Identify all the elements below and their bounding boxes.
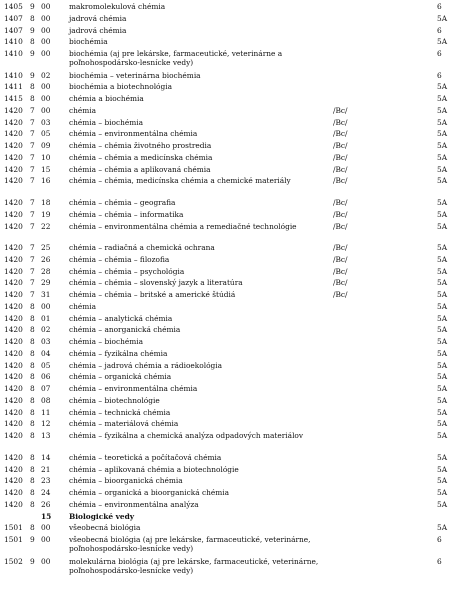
group-cell: 5A bbox=[437, 407, 448, 417]
description-cell: chémia – organická a bioorganická chémia bbox=[69, 488, 230, 498]
code-cell: 1420 bbox=[4, 360, 23, 370]
group-cell: 5A bbox=[437, 360, 448, 370]
description-cell: chémia – fyzikálna chémia bbox=[69, 348, 168, 358]
code-cell: 1420 bbox=[4, 198, 23, 208]
description-cell: chémia – environmentálna analýza bbox=[69, 499, 199, 509]
description-cell: chémia – technická chémia bbox=[69, 407, 171, 417]
level-cell: 9 bbox=[30, 25, 35, 35]
code-cell: 1502 bbox=[4, 556, 23, 566]
subcode-cell: 08 bbox=[41, 395, 51, 405]
description-cell: všeobecná biológia (aj pre lekárske, farmaceutické, veterinárne, poľnohospodársko-lesnícke vedy) bbox=[69, 535, 311, 554]
code-cell: 1420 bbox=[4, 384, 23, 394]
description-cell: biochémia (aj pre lekárske, farmaceutické, veterinárne a poľnohospodársko-lesnícke vedy) bbox=[69, 49, 283, 67]
table-row bbox=[0, 372, 458, 384]
description-cell: chémia – anorganická chémia bbox=[69, 325, 181, 335]
description-cell: chémia – chémia – psychológia bbox=[69, 266, 185, 276]
description-cell: chémia – materiálová chémia bbox=[69, 419, 179, 429]
degree-note-cell: /Bc/ bbox=[333, 243, 348, 253]
subcode-cell: 11 bbox=[41, 407, 51, 417]
level-cell: 7 bbox=[30, 117, 35, 127]
table-row bbox=[0, 523, 458, 535]
description-cell: chémia a biochémia bbox=[69, 94, 144, 104]
group-cell: 5A bbox=[437, 523, 448, 533]
table-row bbox=[0, 419, 458, 431]
code-cell: 1410 bbox=[4, 49, 23, 58]
degree-note-cell: /Bc/ bbox=[333, 209, 348, 219]
table-row bbox=[0, 222, 458, 244]
code-cell: 1420 bbox=[4, 221, 23, 231]
code-table bbox=[0, 2, 458, 578]
level-cell: 8 bbox=[30, 431, 35, 441]
level-cell: 8 bbox=[30, 419, 35, 429]
table-row bbox=[0, 314, 458, 326]
group-cell: 5A bbox=[437, 221, 448, 231]
code-cell: 1407 bbox=[4, 13, 23, 23]
description-cell: chémia – chémia – slovenský jazyk a literatúra bbox=[69, 278, 243, 288]
degree-note-cell: /Bc/ bbox=[333, 164, 348, 174]
group-cell: 5A bbox=[437, 278, 448, 288]
description-cell: chémia – chémia a medicínska chémia bbox=[69, 152, 213, 162]
table-row bbox=[0, 325, 458, 337]
subcode-cell: 19 bbox=[41, 209, 51, 219]
level-cell: 7 bbox=[30, 105, 35, 115]
description-cell: chémia – chémia životného prostredia bbox=[69, 141, 212, 151]
description-cell: chémia – biochémia bbox=[69, 337, 144, 347]
code-cell: 1420 bbox=[4, 464, 23, 474]
group-cell: 5A bbox=[437, 372, 448, 382]
code-cell: 1420 bbox=[4, 407, 23, 417]
code-cell: 1407 bbox=[4, 25, 23, 35]
description-cell: chémia bbox=[69, 301, 97, 311]
table-row bbox=[0, 255, 458, 267]
subcode-cell: 14 bbox=[41, 452, 51, 462]
description-cell: chémia – chémia – geografia bbox=[69, 198, 176, 208]
table-row bbox=[0, 557, 458, 579]
description-cell: chémia – aplikovaná chémia a biotechnológie bbox=[69, 464, 239, 474]
code-cell: 1410 bbox=[4, 70, 23, 80]
level-cell: 8 bbox=[30, 37, 35, 47]
degree-note-cell: /Bc/ bbox=[333, 117, 348, 127]
level-cell: 8 bbox=[30, 488, 35, 498]
subcode-cell: 04 bbox=[41, 348, 51, 358]
code-cell: 1420 bbox=[4, 266, 23, 276]
description-cell: biochémia – veterinárna biochémia bbox=[69, 70, 201, 80]
description-cell: molekulárna biológia (aj pre lekárske, farmaceutické, veterinárne, poľnohospodársko-lesnícke vedy) bbox=[69, 556, 319, 575]
description-cell: chémia – biochémia bbox=[69, 117, 144, 127]
table-row bbox=[0, 14, 458, 26]
degree-note-cell: /Bc/ bbox=[333, 152, 348, 162]
table-row bbox=[0, 396, 458, 408]
description-cell: makromolekulová chémia bbox=[69, 2, 166, 11]
description-cell: chémia – fyzikálna a chemická analýza odpadových materiálov bbox=[69, 431, 304, 441]
subcode-cell: 01 bbox=[41, 313, 51, 323]
level-cell: 8 bbox=[30, 372, 35, 382]
level-cell: 9 bbox=[30, 70, 35, 80]
group-cell: 5A bbox=[437, 290, 448, 300]
group-cell: 5A bbox=[437, 476, 448, 486]
code-cell: 1420 bbox=[4, 254, 23, 264]
group-cell: 5A bbox=[437, 488, 448, 498]
code-cell: 1420 bbox=[4, 313, 23, 323]
level-cell: 7 bbox=[30, 254, 35, 264]
subcode-cell: 13 bbox=[41, 431, 51, 441]
code-cell: 1410 bbox=[4, 37, 23, 47]
code-cell: 1420 bbox=[4, 141, 23, 151]
subcode-cell: 15 bbox=[41, 164, 51, 174]
subcode-cell: 26 bbox=[41, 254, 51, 264]
group-cell: 5A bbox=[437, 313, 448, 323]
group-cell: 5A bbox=[437, 129, 448, 139]
table-row bbox=[0, 243, 458, 255]
description-cell: biochémia bbox=[69, 37, 108, 47]
group-cell: 5A bbox=[437, 105, 448, 115]
group-cell: 5A bbox=[437, 37, 448, 47]
code-cell: 1420 bbox=[4, 278, 23, 288]
table-row bbox=[0, 71, 458, 83]
code-cell: 1420 bbox=[4, 499, 23, 509]
table-row bbox=[0, 165, 458, 177]
subcode-cell: 09 bbox=[41, 141, 51, 151]
subcode-cell: 05 bbox=[41, 129, 51, 139]
subcode-cell: 00 bbox=[41, 105, 51, 115]
subcode-cell: 00 bbox=[41, 556, 51, 566]
group-cell: 5A bbox=[437, 141, 448, 151]
table-row bbox=[0, 500, 458, 512]
level-cell: 7 bbox=[30, 266, 35, 276]
subcode-cell: 15 bbox=[41, 511, 52, 521]
table-row bbox=[0, 198, 458, 210]
subcode-cell: 22 bbox=[41, 221, 51, 231]
group-cell: 5A bbox=[437, 337, 448, 347]
group-cell: 5A bbox=[437, 254, 448, 264]
description-cell: chémia – environmentálna chémia a remediačné technológie bbox=[69, 221, 297, 231]
code-cell: 1420 bbox=[4, 117, 23, 127]
level-cell: 7 bbox=[30, 141, 35, 151]
description-cell: všeobecná biológia bbox=[69, 523, 141, 533]
level-cell: 8 bbox=[30, 337, 35, 347]
table-row bbox=[0, 210, 458, 222]
subcode-cell: 00 bbox=[41, 94, 51, 104]
table-row bbox=[0, 267, 458, 279]
table-row bbox=[0, 2, 458, 14]
description-cell: chémia – biotechnológie bbox=[69, 395, 160, 405]
group-cell: 5A bbox=[437, 243, 448, 253]
description-cell: chémia – bioorganická chémia bbox=[69, 476, 183, 486]
group-cell: 5A bbox=[437, 384, 448, 394]
subcode-cell: 24 bbox=[41, 488, 51, 498]
description-cell: chémia – radiačná a chemická ochrana bbox=[69, 243, 215, 253]
subcode-cell: 16 bbox=[41, 176, 51, 186]
code-cell: 1420 bbox=[4, 488, 23, 498]
table-row bbox=[0, 49, 458, 71]
subcode-cell: 18 bbox=[41, 198, 51, 208]
description-cell: jadrová chémia bbox=[69, 25, 127, 35]
level-cell: 8 bbox=[30, 313, 35, 323]
group-cell: 6 bbox=[437, 2, 442, 11]
subcode-cell: 02 bbox=[41, 70, 51, 80]
degree-note-cell: /Bc/ bbox=[333, 290, 348, 300]
table-row bbox=[0, 384, 458, 396]
level-cell: 8 bbox=[30, 464, 35, 474]
table-row bbox=[0, 141, 458, 153]
description-cell: chémia – environmentálna chémia bbox=[69, 129, 198, 139]
level-cell: 7 bbox=[30, 129, 35, 139]
level-cell: 7 bbox=[30, 243, 35, 253]
code-cell: 1420 bbox=[4, 419, 23, 429]
description-cell: chémia – teoretická a počítačová chémia bbox=[69, 452, 222, 462]
level-cell: 7 bbox=[30, 176, 35, 186]
level-cell: 7 bbox=[30, 209, 35, 219]
table-row bbox=[0, 26, 458, 38]
table-row bbox=[0, 337, 458, 349]
subcode-cell: 03 bbox=[41, 337, 51, 347]
degree-note-cell: /Bc/ bbox=[333, 141, 348, 151]
code-cell: 1420 bbox=[4, 152, 23, 162]
level-cell: 9 bbox=[30, 49, 35, 58]
table-row bbox=[0, 37, 458, 49]
degree-note-cell: /Bc/ bbox=[333, 254, 348, 264]
table-row bbox=[0, 465, 458, 477]
subcode-cell: 06 bbox=[41, 372, 51, 382]
subcode-cell: 31 bbox=[41, 290, 51, 300]
subcode-cell: 12 bbox=[41, 419, 51, 429]
code-cell: 1420 bbox=[4, 164, 23, 174]
level-cell: 8 bbox=[30, 301, 35, 311]
table-row bbox=[0, 488, 458, 500]
section-heading-row bbox=[0, 512, 458, 524]
level-cell: 9 bbox=[30, 2, 35, 11]
subcode-cell: 05 bbox=[41, 360, 51, 370]
code-cell: 1420 bbox=[4, 476, 23, 486]
description-cell: chémia bbox=[69, 105, 97, 115]
degree-note-cell: /Bc/ bbox=[333, 266, 348, 276]
code-cell: 1405 bbox=[4, 2, 23, 11]
group-cell: 5A bbox=[437, 348, 448, 358]
code-cell: 1420 bbox=[4, 372, 23, 382]
table-row bbox=[0, 94, 458, 106]
level-cell: 7 bbox=[30, 221, 35, 231]
degree-note-cell: /Bc/ bbox=[333, 278, 348, 288]
code-cell: 1415 bbox=[4, 94, 23, 104]
group-cell: 5A bbox=[437, 431, 448, 441]
subcode-cell: 00 bbox=[41, 2, 51, 11]
group-cell: 6 bbox=[437, 49, 442, 58]
subcode-cell: 00 bbox=[41, 37, 51, 47]
description-cell: chémia – chémia – britské a americké štúdiá bbox=[69, 290, 236, 300]
group-cell: 5A bbox=[437, 499, 448, 509]
subcode-cell: 07 bbox=[41, 384, 51, 394]
group-cell: 5A bbox=[437, 452, 448, 462]
degree-note-cell: /Bc/ bbox=[333, 176, 348, 186]
code-cell: 1420 bbox=[4, 243, 23, 253]
code-cell: 1420 bbox=[4, 105, 23, 115]
code-cell: 1420 bbox=[4, 325, 23, 335]
level-cell: 7 bbox=[30, 198, 35, 208]
code-cell: 1420 bbox=[4, 176, 23, 186]
level-cell: 8 bbox=[30, 82, 35, 92]
level-cell: 8 bbox=[30, 395, 35, 405]
subcode-cell: 00 bbox=[41, 523, 51, 533]
group-cell: 5A bbox=[437, 13, 448, 23]
description-cell: chémia – chémia, medicínska chémia a chemické materiály bbox=[69, 176, 291, 186]
group-cell: 5A bbox=[437, 152, 448, 162]
group-cell: 5A bbox=[437, 395, 448, 405]
table-row bbox=[0, 278, 458, 290]
subcode-cell: 03 bbox=[41, 117, 51, 127]
level-cell: 7 bbox=[30, 164, 35, 174]
description-cell: chémia – organická chémia bbox=[69, 372, 172, 382]
table-row bbox=[0, 408, 458, 420]
subcode-cell: 21 bbox=[41, 464, 51, 474]
subcode-cell: 00 bbox=[41, 49, 51, 58]
level-cell: 9 bbox=[30, 535, 35, 545]
code-cell: 1501 bbox=[4, 523, 23, 533]
level-cell: 8 bbox=[30, 384, 35, 394]
group-cell: 5A bbox=[437, 94, 448, 104]
group-cell: 5A bbox=[437, 198, 448, 208]
code-cell: 1420 bbox=[4, 209, 23, 219]
table-row bbox=[0, 106, 458, 118]
description-cell: chémia – analytická chémia bbox=[69, 313, 173, 323]
subcode-cell: 00 bbox=[41, 25, 51, 35]
description-cell: biochémia a biotechnológia bbox=[69, 82, 173, 92]
subcode-cell: 23 bbox=[41, 476, 51, 486]
group-cell: 5A bbox=[437, 164, 448, 174]
level-cell: 7 bbox=[30, 278, 35, 288]
code-cell: 1420 bbox=[4, 348, 23, 358]
table-row bbox=[0, 129, 458, 141]
subcode-cell: 29 bbox=[41, 278, 51, 288]
level-cell: 8 bbox=[30, 476, 35, 486]
table-row bbox=[0, 153, 458, 165]
level-cell: 8 bbox=[30, 407, 35, 417]
subcode-cell: 00 bbox=[41, 535, 51, 545]
subcode-cell: 02 bbox=[41, 325, 51, 335]
code-cell: 1420 bbox=[4, 452, 23, 462]
code-cell: 1501 bbox=[4, 535, 23, 545]
degree-note-cell: /Bc/ bbox=[333, 105, 348, 115]
group-cell: 6 bbox=[437, 556, 442, 566]
code-cell: 1420 bbox=[4, 290, 23, 300]
description-cell: chémia – chémia – filozofia bbox=[69, 254, 170, 264]
degree-note-cell: /Bc/ bbox=[333, 129, 348, 139]
level-cell: 8 bbox=[30, 94, 35, 104]
table-row bbox=[0, 176, 458, 198]
table-row bbox=[0, 290, 458, 302]
level-cell: 8 bbox=[30, 360, 35, 370]
level-cell: 7 bbox=[30, 290, 35, 300]
table-row bbox=[0, 535, 458, 557]
subcode-cell: 00 bbox=[41, 13, 51, 23]
degree-note-cell: /Bc/ bbox=[333, 198, 348, 208]
table-row bbox=[0, 476, 458, 488]
description-cell: chémia – environmentálna chémia bbox=[69, 384, 198, 394]
table-row bbox=[0, 349, 458, 361]
table-row bbox=[0, 453, 458, 465]
description-cell: Biologické vedy bbox=[69, 511, 135, 521]
code-cell: 1420 bbox=[4, 129, 23, 139]
description-cell: chémia – chémia – informatika bbox=[69, 209, 184, 219]
code-cell: 1420 bbox=[4, 431, 23, 441]
code-cell: 1411 bbox=[4, 82, 23, 92]
table-row bbox=[0, 431, 458, 453]
subcode-cell: 00 bbox=[41, 301, 51, 311]
description-cell: jadrová chémia bbox=[69, 13, 127, 23]
group-cell: 5A bbox=[437, 301, 448, 311]
table-row bbox=[0, 302, 458, 314]
level-cell: 8 bbox=[30, 13, 35, 23]
level-cell: 7 bbox=[30, 152, 35, 162]
level-cell: 9 bbox=[30, 556, 35, 566]
subcode-cell: 28 bbox=[41, 266, 51, 276]
group-cell: 5A bbox=[437, 176, 448, 186]
group-cell: 5A bbox=[437, 464, 448, 474]
group-cell: 5A bbox=[437, 419, 448, 429]
level-cell: 8 bbox=[30, 325, 35, 335]
degree-note-cell: /Bc/ bbox=[333, 221, 348, 231]
group-cell: 5A bbox=[437, 209, 448, 219]
table-row bbox=[0, 118, 458, 130]
group-cell: 6 bbox=[437, 535, 442, 545]
table-row bbox=[0, 82, 458, 94]
group-cell: 5A bbox=[437, 325, 448, 335]
group-cell: 6 bbox=[437, 25, 442, 35]
level-cell: 8 bbox=[30, 452, 35, 462]
description-cell: chémia – chémia a aplikovaná chémia bbox=[69, 164, 211, 174]
level-cell: 8 bbox=[30, 499, 35, 509]
level-cell: 8 bbox=[30, 523, 35, 533]
group-cell: 6 bbox=[437, 70, 442, 80]
subcode-cell: 26 bbox=[41, 499, 51, 509]
group-cell: 5A bbox=[437, 117, 448, 127]
subcode-cell: 10 bbox=[41, 152, 51, 162]
group-cell: 5A bbox=[437, 82, 448, 92]
subcode-cell: 00 bbox=[41, 82, 51, 92]
code-cell: 1420 bbox=[4, 337, 23, 347]
subcode-cell: 25 bbox=[41, 243, 51, 253]
level-cell: 8 bbox=[30, 348, 35, 358]
code-cell: 1420 bbox=[4, 301, 23, 311]
group-cell: 5A bbox=[437, 266, 448, 276]
table-row bbox=[0, 361, 458, 373]
description-cell: chémia – jadrová chémia a rádioekológia bbox=[69, 360, 223, 370]
code-cell: 1420 bbox=[4, 395, 23, 405]
